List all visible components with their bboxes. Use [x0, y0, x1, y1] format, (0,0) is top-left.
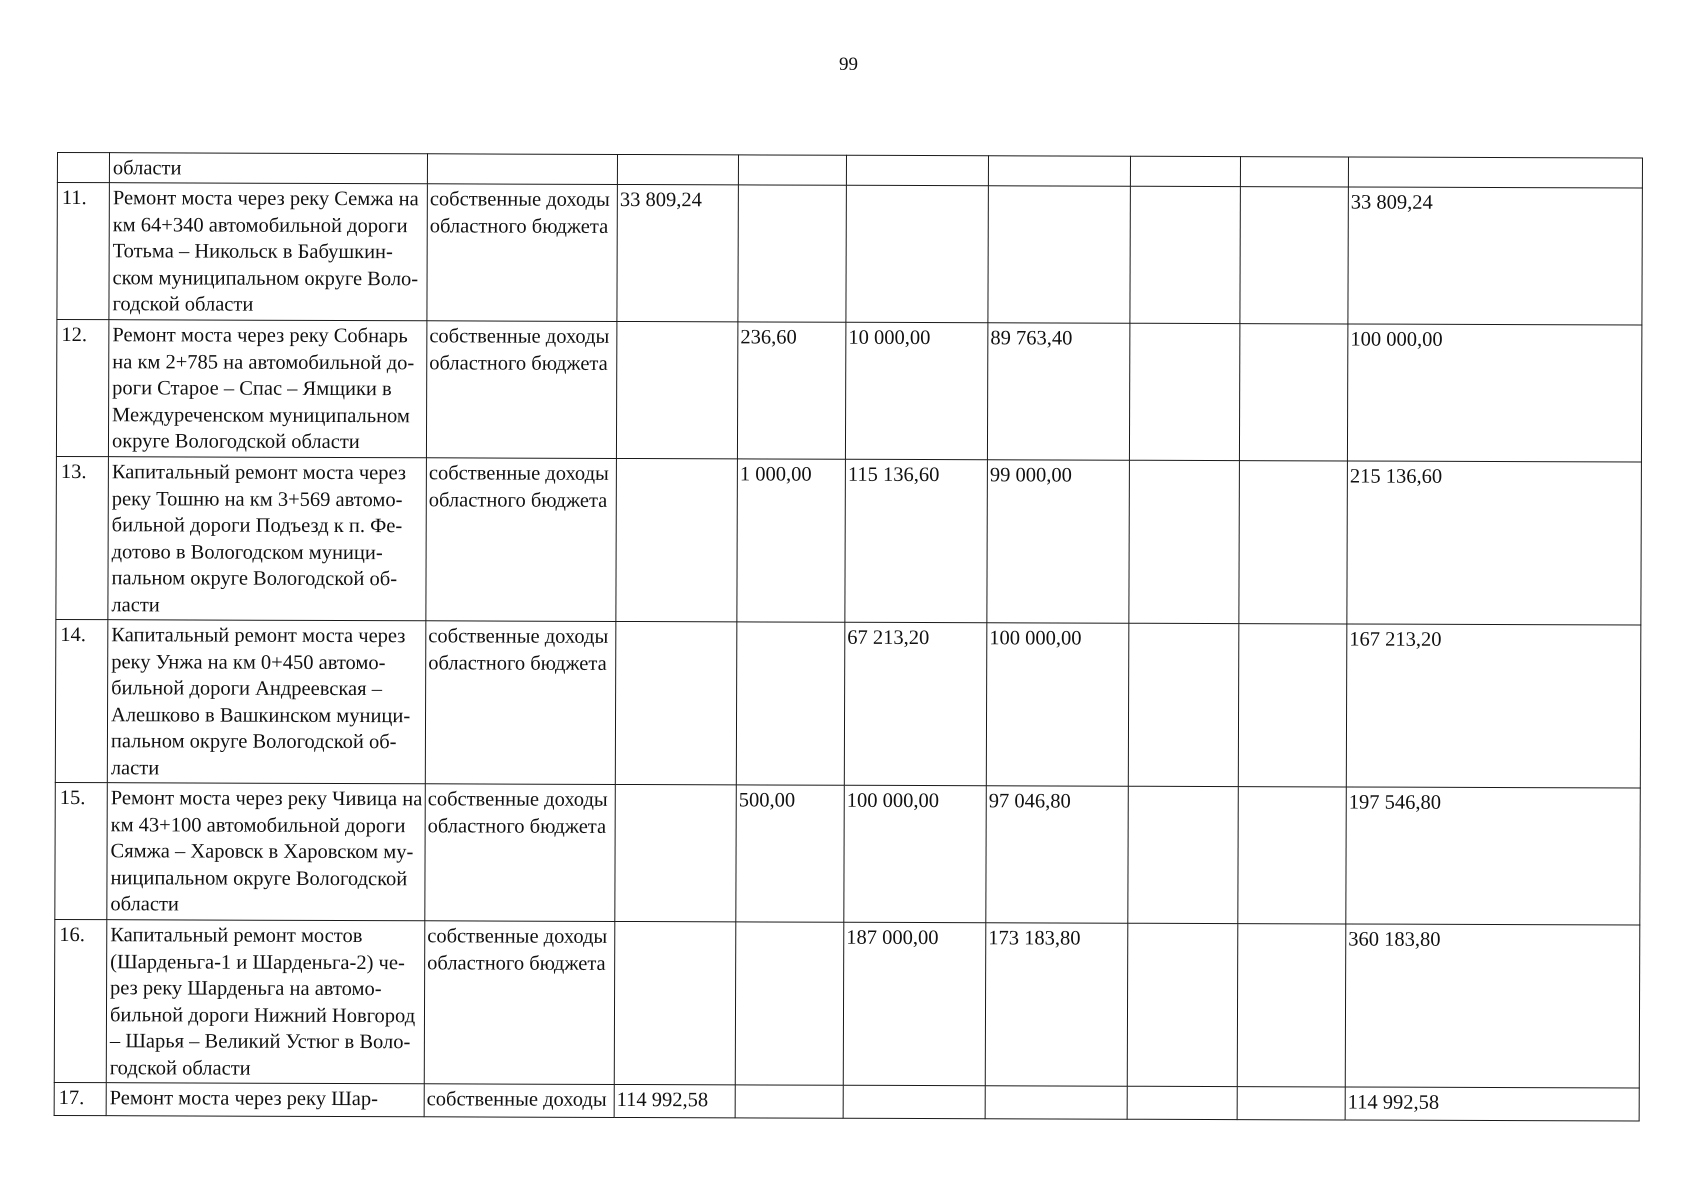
table-row	[56, 456, 1642, 625]
row-funding-source	[427, 154, 617, 185]
row-value-3	[846, 155, 988, 185]
row-value-3	[843, 1085, 985, 1118]
row-value-3: 187 000,00	[843, 922, 986, 1085]
row-value-6	[1237, 1087, 1345, 1120]
row-value-4	[988, 156, 1130, 186]
row-value-5	[1130, 156, 1240, 186]
row-funding-source: собственные доходы областного бюджета	[425, 621, 616, 785]
row-value-3	[846, 185, 988, 322]
row-value-5	[1129, 460, 1240, 623]
row-description: Капитальный ремонт мостов (Шарденьга-1 и Шарденьга-2) че- рез реку Шарденьга на автомо- бильной дороги Нижний Новгород – Шарья – Великий Устюг в Воло- годской области	[106, 920, 425, 1084]
table-row	[57, 183, 1642, 326]
row-value-4	[985, 1086, 1127, 1119]
row-value-5	[1129, 323, 1239, 460]
row-number	[57, 153, 109, 183]
row-total: 100 000,00	[1347, 324, 1641, 462]
row-funding-source: собственные доходы областного бюджета	[425, 784, 615, 922]
row-value-3: 67 213,20	[844, 622, 987, 785]
row-value-6	[1240, 157, 1348, 187]
row-value-6	[1239, 461, 1348, 624]
row-number: 14.	[55, 619, 108, 782]
table-row	[54, 1082, 1639, 1121]
row-value-1	[615, 621, 737, 784]
row-number: 15.	[55, 782, 107, 919]
row-description: Ремонт моста через реку Шар-	[106, 1083, 424, 1117]
row-value-1	[617, 154, 738, 184]
row-value-1	[616, 321, 737, 458]
row-total: 197 546,80	[1346, 787, 1640, 925]
row-total: 167 213,20	[1346, 624, 1641, 788]
row-value-4: 100 000,00	[986, 623, 1129, 786]
row-value-5	[1127, 923, 1238, 1086]
row-value-3: 100 000,00	[844, 785, 986, 922]
row-value-3: 10 000,00	[845, 322, 987, 459]
row-value-6	[1240, 187, 1348, 324]
row-number: 13.	[56, 456, 109, 619]
page-number: 99	[839, 54, 858, 75]
row-funding-source: собственные доходы областного бюджета	[424, 921, 615, 1085]
row-funding-source: собственные доходы областного бюджета	[426, 458, 617, 622]
row-value-1: 33 809,24	[617, 184, 738, 321]
row-description: Ремонт моста через реку Семжа на км 64+340 автомобильной дороги Тотьма – Никольск в Бабушкин- ском муниципальном округе Воло- годской области	[109, 183, 427, 321]
row-value-6	[1238, 787, 1346, 924]
row-value-5	[1128, 623, 1239, 786]
row-value-4: 89 763,40	[987, 323, 1129, 460]
row-value-2	[738, 185, 846, 322]
row-value-2	[735, 1085, 843, 1118]
row-value-5	[1127, 1086, 1237, 1119]
row-value-4: 99 000,00	[987, 460, 1130, 623]
row-total: 114 992,58	[1345, 1087, 1639, 1121]
row-value-5	[1128, 786, 1238, 923]
row-value-2: 500,00	[736, 785, 844, 922]
row-number: 16.	[54, 919, 107, 1082]
row-description: Капитальный ремонт моста через реку Тошню на км 3+569 автомо- бильной дороги Подъезд к п. Фе- дотово в Вологодском муници- пальном округе Вологодской об- ласти	[108, 457, 427, 621]
row-value-1	[616, 458, 738, 621]
row-description: Ремонт моста через реку Собнарь на км 2+785 на автомобильной до- роги Старое – Спас – Ямщики в Междуреченском муниципальном округе Вологодской области	[108, 320, 426, 458]
table-row	[55, 782, 1640, 925]
row-number: 11.	[57, 183, 109, 320]
row-value-1	[615, 784, 736, 921]
table-row	[54, 919, 1640, 1088]
row-total: 360 183,80	[1345, 924, 1640, 1088]
row-value-4: 173 183,80	[985, 923, 1128, 1086]
table-row	[55, 619, 1641, 788]
row-total: 33 809,24	[1348, 187, 1642, 325]
row-funding-source: собственные доходы областного бюджета	[426, 321, 616, 459]
row-description: Ремонт моста через реку Чивица на км 43+100 автомобильной дороги Сямжа – Харовск в Харовском му- ниципальном округе Вологодской области	[107, 783, 425, 921]
row-number: 12.	[56, 320, 108, 457]
row-value-6	[1238, 624, 1347, 787]
row-total: 215 136,60	[1347, 461, 1642, 625]
row-funding-source: собственные доходы	[424, 1084, 614, 1118]
row-value-6	[1239, 324, 1347, 461]
row-value-1: 114 992,58	[614, 1084, 735, 1117]
row-value-2	[735, 922, 844, 1085]
row-value-1	[614, 921, 736, 1084]
row-funding-source: собственные доходы областного бюджета	[427, 184, 617, 322]
row-value-4	[988, 186, 1130, 323]
row-description: Капитальный ремонт моста через реку Унжа на км 0+450 автомо- бильной дороги Андреевская – Алешково в Вашкинском муници- пальном округе Вологодской об- ласти	[107, 620, 426, 784]
row-value-2: 1 000,00	[737, 459, 846, 622]
row-value-2	[738, 155, 846, 185]
row-description: области	[109, 153, 427, 184]
row-value-2: 236,60	[737, 322, 845, 459]
row-value-3: 115 136,60	[845, 459, 988, 622]
row-value-6	[1237, 924, 1346, 1087]
table-row	[56, 320, 1641, 463]
row-value-5	[1130, 186, 1240, 323]
budget-table	[54, 152, 1643, 1122]
row-total	[1348, 157, 1642, 188]
row-value-4: 97 046,80	[986, 786, 1128, 923]
row-number: 17.	[54, 1082, 106, 1115]
row-value-2	[736, 622, 845, 785]
